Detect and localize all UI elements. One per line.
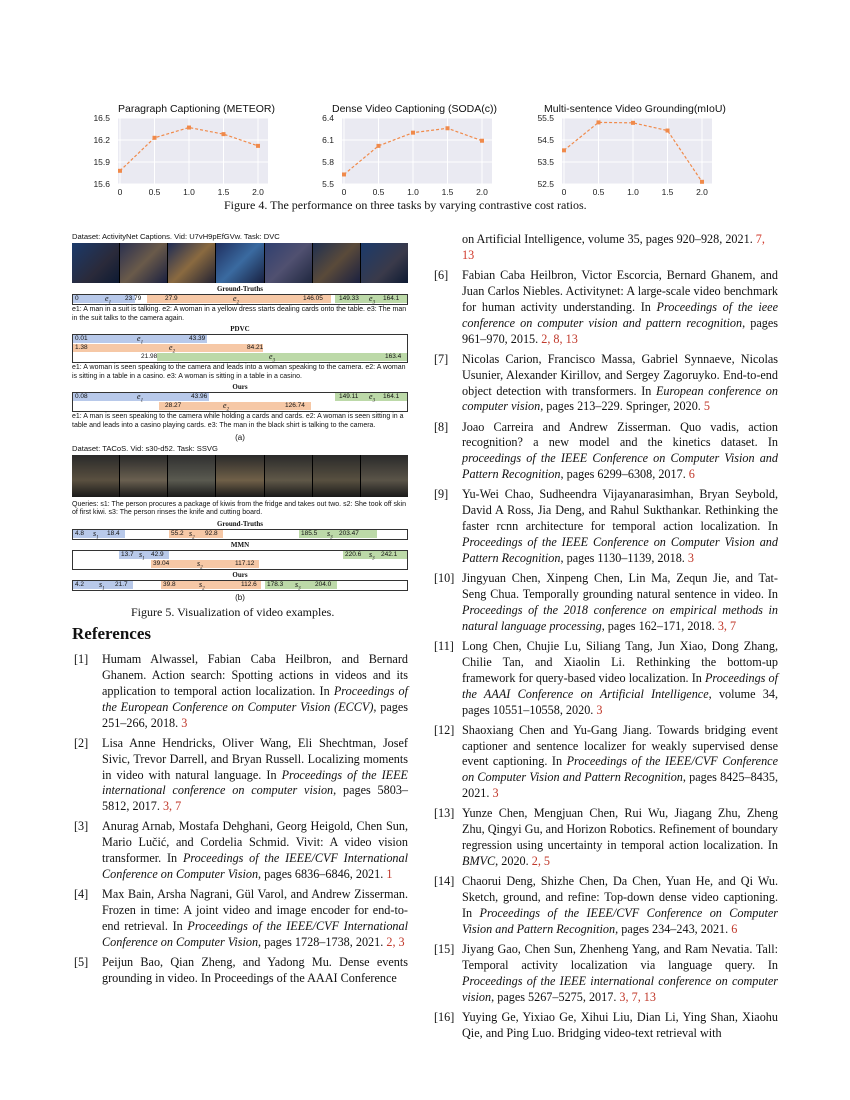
reference-text: Yuying Ge, Yixiao Ge, Xihui Liu, Dian Li, Ying Shan, Xiaohu Qie, and Ping Luo. Bridging video-text retrieval with: [462, 1009, 778, 1040]
data-point: [411, 131, 415, 135]
y-tick-label: 53.5: [537, 157, 554, 167]
x-tick-label: 0: [341, 187, 347, 197]
reference-text: Long Chen, Chujie Lu, Siliang Tang, Jun Xiao, Dong Zhang, Chilie Tan, and Xiaolin Li. Rethinking the bottom-up framework for query-based video localization. In Proceedings of the AAAI Conference on Artificial Intelligence, volume 34, pages 10551–10558, 2020.: [462, 638, 778, 717]
chart-svg: [312, 100, 502, 195]
reference-item: [72, 819, 408, 883]
x-tick-label: 1.5: [217, 187, 230, 197]
pdvc-label: PDVC: [230, 325, 250, 334]
reference-text: Humam Alwassel, Fabian Caba Heilbron, and Bernard Ghanem. Action search: Spotting actions in videos and its application to temporal action localization. In Proceedings of the European Conference on Computer Vision (ECCV), pages 251–266, 2018.: [102, 652, 409, 730]
y-tick-label: 6.4: [322, 113, 334, 123]
timeline-pdvc: 0.01 $e_1$ 43.39 1.38 $e_2$ 84.21 21.98 $e_3$ 163.4: [72, 334, 408, 363]
gt-label: Ground-Truths: [216, 285, 264, 293]
reference-text: Lisa Anne Hendricks, Oliver Wang, Eli Shechtman, Josef Sivic, Trevor Darrell, and Bryan Russell. Localizing moments in video with natural language. In Proceedings of the IEEE international conference on computer vision, pages 5803–5812, 2017.: [102, 735, 409, 814]
data-point: [631, 121, 635, 125]
reference-item: [432, 268, 778, 348]
reference-number: [1]: [74, 652, 89, 666]
queries-text: Queries: s1: The person procures a package of kiwis from the fridge and takes out two. s2: She took off skin of first kiwi. s3: The person rinses the knife and cutting board.: [72, 500, 406, 517]
chart-dense-video-captioning: [312, 100, 502, 195]
data-point: [562, 148, 566, 152]
x-tick-label: 0.5: [148, 187, 161, 197]
reference-number: [16]: [434, 1009, 455, 1024]
x-tick-label: 1.5: [661, 187, 674, 197]
references-heading: References: [72, 624, 151, 643]
reference-number: [14]: [434, 874, 455, 889]
reference-backlinks[interactable]: 3: [596, 702, 603, 717]
plot-area: [342, 118, 492, 184]
y-tick-label: 15.6: [93, 179, 110, 189]
plot-area: [562, 118, 712, 184]
reference-item: [432, 420, 778, 484]
data-point: [666, 129, 670, 133]
reference-number: [10]: [434, 571, 455, 586]
x-tick-label: 0.5: [592, 187, 605, 197]
gt-label-b: Ground-Truths: [216, 519, 264, 528]
reference-text: Jiyang Gao, Chen Sun, Zhenheng Yang, and Ram Nevatia. Tall: Temporal activity localization via language query. In Proceedings of the IEEE international conference on computer vision, pages 5267–5275, 2017.: [462, 941, 778, 1004]
chart-svg: [88, 100, 278, 195]
references-list-left: [72, 652, 408, 991]
x-tick-label: 2.0: [696, 187, 708, 197]
y-tick-label: 6.1: [322, 135, 334, 145]
reference-backlinks[interactable]: 6: [731, 921, 738, 936]
reference-item: [72, 652, 408, 732]
x-tick-label: 2.0: [252, 187, 264, 197]
x-tick-label: 2.0: [476, 187, 488, 197]
reference-number: [7]: [434, 351, 449, 366]
data-point: [256, 144, 260, 148]
data-point: [342, 172, 346, 176]
reference-backlinks[interactable]: 3, 7: [717, 618, 737, 633]
chart-title: Multi-sentence Video Grounding(mIoU): [544, 103, 726, 115]
reference-text: Chaorui Deng, Shizhe Chen, Da Chen, Yuan He, and Qi Wu. Sketch, ground, and refine: Top-down dense video captioning. In Proceedings of the IEEE/CVF Conference on Computer Vision and Pattern Recognition, pages 234–243, 2021.: [462, 874, 779, 936]
video-frames-a: [72, 243, 408, 283]
pdvc-description: e1: A woman is seen speaking to the camera and leads into a woman speaking to the camera. e2: A woman is sitting in a table in a casino. e3: A woman is sitting in a table in a casino.: [72, 364, 406, 380]
data-point: [700, 180, 704, 184]
reference-text: Joao Carreira and Andrew Zisserman. Quo vadis, action recognition? a new model and the kinetics dataset. In proceedings of the IEEE Conference on Computer Vision and Pattern Recognition, pages 6299–6308, 2017.: [462, 419, 778, 482]
data-point: [187, 126, 191, 130]
x-tick-label: 0.5: [372, 187, 385, 197]
timeline-ours-b: 4.2 $s_1$ 21.7 39.8 $s_2$ 112.6 178.3 $s_3$ 204.0: [72, 580, 408, 591]
ours-description-a: e1: A man is seen speaking to the camera while holding a cards and cards. e2: A woman is seen sitting in a table and leads into a casino playing cards. e3: The man in the black shirt is talking to the camera.: [72, 413, 404, 429]
timeline-gt-a: 0 $e_1$ 23.79 27.9 $e_2$ 146.05 149.33 $e_3$ 164.1: [72, 294, 408, 305]
figure5-caption: Figure 5. Visualization of video examples.: [131, 605, 335, 619]
y-tick-label: 55.5: [537, 113, 554, 123]
data-point: [377, 144, 381, 148]
ours-label-b: Ours: [232, 570, 248, 579]
reference-item: [432, 1010, 778, 1042]
chart-paragraph-captioning: [88, 100, 278, 195]
timeline-mmn: 13.7 $s_1$ 42.9 220.6 $s_3$ 242.1 39.04 $s_2$ 117.12: [72, 550, 408, 570]
reference-backlinks[interactable]: 2, 8, 13: [541, 331, 578, 346]
reference-backlinks[interactable]: 2, 5: [531, 854, 551, 869]
timeline-ours-a: 0.08 $e_1$ 43.96 149.11 $e_3$ 164.1 28.27 $e_2$ 126.74: [72, 392, 408, 412]
reference-number: [2]: [74, 735, 89, 750]
video-frames-b: [72, 455, 408, 497]
data-point: [597, 120, 601, 124]
y-tick-label: 54.5: [537, 135, 554, 145]
reference-backlinks[interactable]: 3, 7: [162, 799, 182, 814]
figure5a-header: Dataset: ActivityNet Captions. Vid: U7vH9pEfGVw. Task: DVC: [72, 232, 280, 241]
reference-text: Jingyuan Chen, Xinpeng Chen, Lin Ma, Zequn Jie, and Tat-Seng Chua. Temporally grounding natural sentence in video. In Proceedings of the 2018 conference on empirical methods in natural language processing, pages 162–171, 2018.: [462, 571, 778, 633]
subfigure-a-label: (a): [235, 432, 245, 442]
y-tick-label: 52.5: [537, 179, 554, 189]
y-tick-label: 15.9: [93, 157, 110, 167]
reference-backlinks[interactable]: 6: [688, 467, 695, 482]
reference-number: [11]: [434, 638, 454, 653]
reference-text: Nicolas Carion, Francisco Massa, Gabriel Synnaeve, Nicolas Usunier, Alexander Kirillov, and Sergey Zagoruyko. End-to-end object detection with transformers. In European conference on computer vision, pages 213–229. Springer, 2020.: [462, 351, 778, 414]
reference-backlinks[interactable]: 1: [386, 867, 393, 882]
chart-multi-sentence-grounding: [532, 100, 726, 197]
reference-backlinks[interactable]: 3, 7, 13: [619, 989, 656, 1004]
references-list-right: [432, 232, 778, 1046]
reference-item: [432, 874, 778, 938]
reference-number: [4]: [74, 887, 89, 902]
reference-number: [6]: [434, 268, 449, 282]
reference-number: [9]: [434, 487, 449, 502]
x-tick-label: 1.0: [627, 187, 639, 197]
reference-backlinks[interactable]: 3: [181, 715, 188, 730]
timeline-gt-b: 4.8 $s_1$ 18.4 55.2 $s_2$ 92.8 185.5 $s_3$ 203.47: [72, 529, 408, 540]
reference-text: Peijun Bao, Qian Zheng, and Yadong Mu. Dense events grounding in video. In Proceedings of the AAAI Conference: [102, 955, 408, 985]
figure4-caption: Figure 4. The performance on three tasks by varying contrastive cost ratios.: [224, 198, 587, 212]
data-point: [222, 132, 226, 136]
reference-text: Fabian Caba Heilbron, Victor Escorcia, Bernard Ghanem, and Juan Carlos Niebles. Activitynet: A large-scale video benchmark for human activity understanding. In Proceedings of the ieee conference on computer vision and pattern recognition, pages 961–970, 2015.: [462, 268, 778, 346]
subfigure-b-label: (b): [235, 592, 245, 602]
reference-text: Anurag Arnab, Mostafa Dehghani, Georg Heigold, Chen Sun, Mario Lučić, and Cordelia Schmid. Vivit: A video vision transformer. In Proceedings of the IEEE/CVF International Conference on Computer Vision, pages 6836–6846, 2021.: [102, 819, 408, 882]
reference-backlinks[interactable]: 2, 3: [386, 934, 405, 949]
x-tick-label: 0: [117, 187, 123, 197]
reference-number: [3]: [74, 819, 89, 834]
y-tick-label: 16.2: [93, 135, 110, 145]
reference-item: [72, 887, 408, 951]
figure5: [72, 232, 408, 604]
gt-description-a: e1: A man in a suit is talking. e2: A woman in a yellow dress starts dealing cards onto the table. e3: The man in the suit talks to the camera again.: [72, 306, 407, 322]
reference-backlinks[interactable]: 5: [703, 399, 710, 414]
reference-item: [432, 571, 778, 635]
reference-text: Yu-Wei Chao, Sudheendra Vijayanarasimhan, Bryan Seybold, David A Ross, Jia Deng, and Rahul Sukthankar. Rethinking the faster rcnn architecture for temporal action localization. In Proceedings of the IEEE Conference on Computer Vision and Pattern Recognition, pages 1130–1139, 2018.: [462, 487, 778, 565]
x-tick-label: 1.0: [407, 187, 419, 197]
y-tick-label: 5.8: [322, 157, 334, 167]
ours-label-a: Ours: [232, 383, 248, 392]
chart-title: Dense Video Captioning (SODA(c)): [332, 103, 497, 115]
reference-item: [432, 806, 778, 870]
y-tick-label: 5.5: [322, 179, 334, 189]
reference-item: [432, 487, 778, 567]
figure5b-header: Dataset: TACoS. Vid: s30-d52. Task: SSVG: [72, 443, 218, 453]
data-point: [480, 139, 484, 143]
reference-number: [8]: [434, 419, 449, 434]
reference-number: [15]: [434, 941, 455, 956]
reference-text: Yunze Chen, Mengjuan Chen, Rui Wu, Jiagang Zhu, Zheng Zhu, Qingyi Gu, and Horizon Robotics. Refinement of boundary regression using uncertainty in temporal action localization. In BMVC, 2020.: [462, 806, 778, 869]
x-tick-label: 1.0: [183, 187, 195, 197]
reference-item: [432, 352, 778, 416]
reference-item: [72, 955, 408, 987]
reference-text: Max Bain, Arsha Nagrani, Gül Varol, and Andrew Zisserman. Frozen in time: A joint video and image encoder for end-to-end retrieval. In Proceedings of the IEEE/CVF International Conference on Computer Vision, pages 1728–1738, 2021.: [102, 887, 408, 949]
x-tick-label: 1.5: [441, 187, 454, 197]
reference-backlinks[interactable]: 3: [687, 550, 694, 565]
mmn-label: MMN: [230, 540, 250, 549]
reference-backlinks[interactable]: 3: [492, 786, 499, 801]
data-point: [153, 136, 157, 140]
data-point: [118, 169, 122, 173]
reference-5-continuation: on Artificial Intelligence, volume 35, pages 920–928, 2021. 7, 13: [462, 232, 765, 262]
chart-svg: [532, 100, 722, 195]
chart-title: Paragraph Captioning (METEOR): [118, 103, 275, 115]
reference-item: [72, 736, 408, 816]
data-point: [446, 126, 450, 130]
reference-number: [12]: [434, 722, 455, 737]
reference-text: Shaoxiang Chen and Yu-Gang Jiang. Towards bridging event captioner and sentence localizer for weakly supervised dense event captioning. In Proceedings of the IEEE/CVF Conference on Computer Vision and Pattern Recognition, pages 8425–8435, 2021.: [462, 722, 778, 801]
reference-number: [13]: [434, 806, 455, 821]
reference-item: [432, 639, 778, 719]
y-tick-label: 16.5: [93, 113, 110, 123]
reference-item: [432, 723, 778, 803]
reference-number: [5]: [74, 955, 89, 970]
x-tick-label: 0: [561, 187, 567, 197]
reference-item: [432, 942, 778, 1006]
